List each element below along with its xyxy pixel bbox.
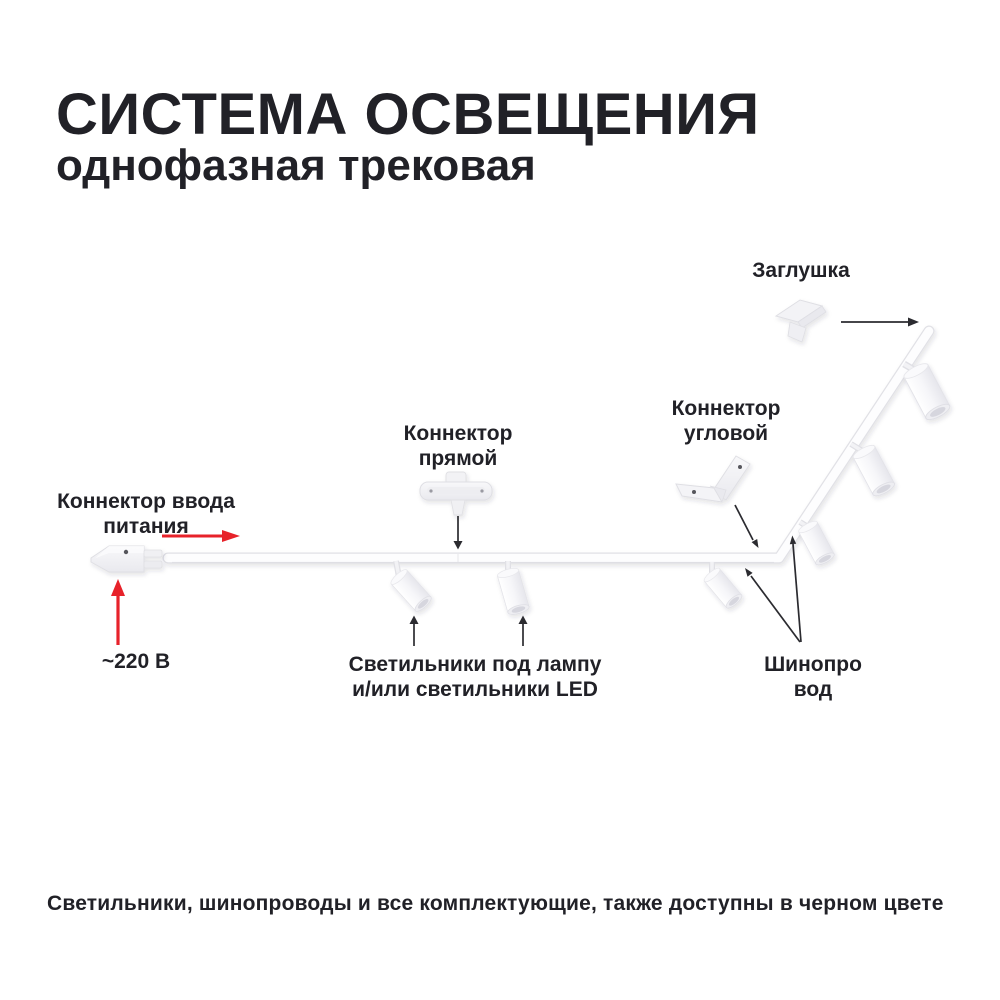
spotlight-icon-6 (902, 361, 952, 423)
page-subtitle: однофазная трековая (56, 140, 536, 190)
spotlight-icon-3 (702, 566, 744, 610)
voltage-arrow-icon (111, 579, 125, 645)
label-straight-connector: Коннектор прямой (403, 422, 513, 470)
straight-connector-icon (420, 472, 492, 515)
busbar-arrow-left-icon (745, 568, 800, 642)
corner-connector-icon (676, 456, 750, 502)
end-cap-arrow-icon (841, 318, 919, 327)
label-corner-connector: Коннектор угловой (671, 397, 781, 445)
power-input-connector-icon (91, 546, 162, 572)
spotlight-icon-2 (496, 567, 530, 617)
page-title: СИСТЕМА ОСВЕЩЕНИЯ (56, 81, 760, 147)
busbar-arrow-right-icon (790, 536, 801, 643)
label-lamps: Светильники под лампу и/или светильники LED (348, 653, 602, 701)
straight-connector-arrow-icon (454, 516, 463, 550)
footer-note: Светильники, шинопроводы и все комплектующие, также доступны в черном цвете (47, 892, 944, 915)
end-cap-icon (776, 300, 826, 342)
label-voltage: ~220 В (101, 650, 171, 673)
lamp-arrow-1-icon (410, 616, 419, 647)
corner-connector-arrow-icon (735, 505, 759, 548)
lamp-arrow-2-icon (519, 616, 528, 647)
label-end-cap: Заглушка (752, 259, 850, 282)
spotlight-icon-5 (851, 443, 896, 499)
label-power-connector: Коннектор ввода питания (57, 490, 235, 538)
label-busbar: Шинопро вод (764, 653, 862, 701)
spotlight-icon-4 (797, 519, 836, 567)
